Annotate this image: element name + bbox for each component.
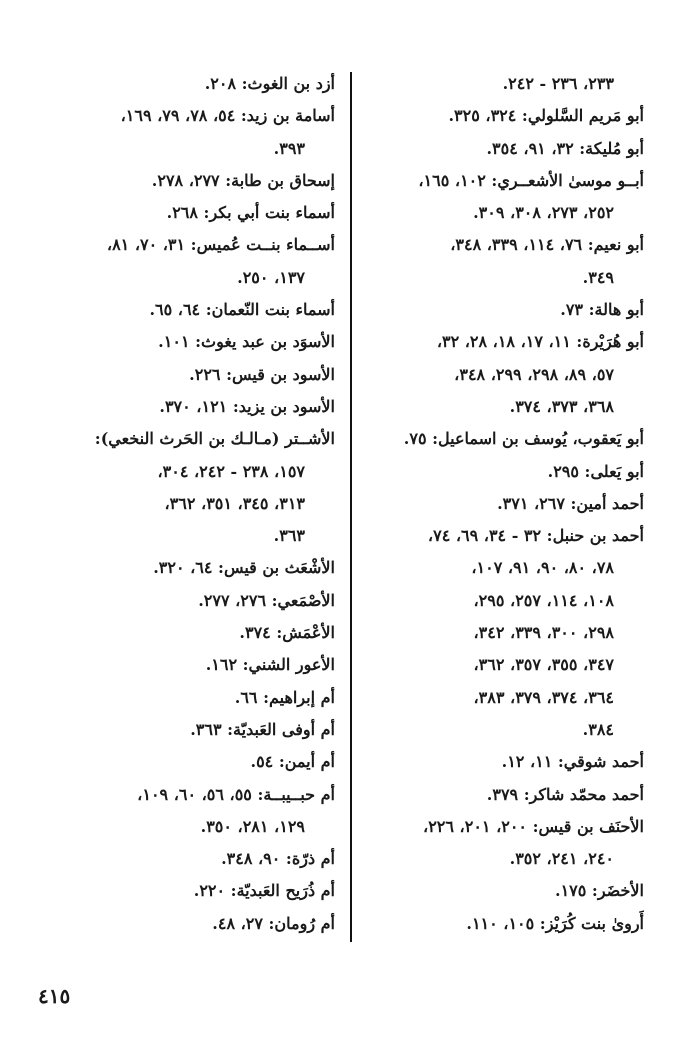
- index-continuation-line: ٣٤٧، ٣٥٥، ٣٥٧، ٣٦٢،: [473, 655, 614, 675]
- column-divider: [350, 72, 352, 942]
- index-entry: أبــو موسىٰ الأشعــري: ١٠٢، ١٦٥،: [418, 170, 644, 190]
- index-entry: أسماء بنت أبي بكر: ٢٦٨.: [166, 203, 335, 223]
- index-continuation-line: ٣٤٩.: [582, 267, 614, 287]
- index-entry: أحمد أمين: ٢٦٧، ٣٧١.: [497, 493, 644, 513]
- index-continuation-line: ٢٩٨، ٣٠٠، ٣٣٩، ٣٤٢،: [473, 623, 614, 643]
- index-entry: الأعْمَش: ٣٧٤.: [239, 623, 335, 643]
- index-continuation-line: ٥٧، ٨٩، ٢٩٨، ٢٩٩، ٣٤٨،: [454, 364, 614, 384]
- index-entry: أبو نعيم: ٧٦، ١١٤، ٣٣٩، ٣٤٨،: [450, 235, 644, 255]
- index-continuation-line: ١٠٨، ١١٤، ٢٥٧، ٢٩٥،: [473, 590, 614, 610]
- index-continuation-line: ١٢٩، ٢٨١، ٣٥٠.: [200, 816, 305, 836]
- index-entry: الأحنَف بن قيس: ٢٠٠، ٢٠١، ٢٢٦،: [423, 816, 644, 836]
- index-entry: أم ذرّة: ٩٠، ٣٤٨.: [221, 849, 335, 869]
- index-entry: أسماء بنت النّعمان: ٦٤، ٦٥.: [149, 300, 335, 320]
- index-column-left: [35, 68, 335, 940]
- index-entry: الأصْمَعي: ٢٧٦، ٢٧٧.: [198, 590, 335, 610]
- index-entry: أم أوفى العَبديّة: ٣٦٣.: [190, 719, 335, 739]
- index-continuation-line: ١٣٧، ٢٥٠.: [237, 267, 305, 287]
- index-entry: أبو هالة: ٧٣.: [560, 300, 644, 320]
- index-column-right: [356, 68, 644, 940]
- index-continuation-line: ٣٦٨، ٣٧٣، ٣٧٤.: [509, 396, 614, 416]
- index-continuation-line: ٢٥٢، ٢٧٣، ٣٠٨، ٣٠٩.: [473, 203, 614, 223]
- index-entry: أبو يَعلى: ٢٩٥.: [547, 461, 644, 481]
- index-continuation-line: ٣٩٣.: [273, 138, 305, 158]
- index-entry: أبو مُليكة: ٣٢، ٩١، ٣٥٤.: [486, 138, 644, 158]
- index-entry: أبو هُرَيْرة: ١١، ١٧، ١٨، ٢٨، ٣٢،: [436, 332, 644, 352]
- index-entry: الأسود بن يزيد: ١٢١، ٣٧٠.: [159, 396, 335, 416]
- index-entry: الأسوَد بن عبد يغوث: ١٠١.: [158, 332, 335, 352]
- index-entry: أم إبراهيم: ٦٦.: [234, 687, 335, 707]
- index-continuation-line: ٣٦٤، ٣٧٤، ٣٧٩، ٣٨٣،: [473, 687, 614, 707]
- index-entry: الأخضَر: ١٧٥.: [555, 881, 644, 901]
- index-entry: أحمد بن حنبل: ٣٢ - ٣٤، ٦٩، ٧٤،: [427, 526, 644, 546]
- index-continuation-line: ٣١٣، ٣٤٥، ٣٥١، ٣٦٢،: [164, 493, 305, 513]
- index-entry: أحمد شوقي: ١١، ١٢.: [501, 752, 644, 772]
- index-entry: أســماء بنــت عُميس: ٣١، ٧٠، ٨١،: [106, 235, 335, 255]
- index-continuation-line: ٣٨٤.: [582, 719, 614, 739]
- index-entry: الأعور الشني: ١٦٢.: [205, 655, 335, 675]
- index-continuation-line: ٢٤٠، ٢٤١، ٣٥٢.: [509, 849, 614, 869]
- page-number: ٤١٥: [38, 984, 71, 1008]
- index-entry: الأسود بن قيس: ٢٢٦.: [189, 364, 335, 384]
- index-entry: أبو مَريم السَّلولي: ٣٢٤، ٣٢٥.: [448, 106, 644, 126]
- index-continuation-line: ٢٣٣، ٢٣٦ - ٢٤٢.: [502, 74, 614, 93]
- index-entry: أسامة بن زيد: ٥٤، ٧٨، ٧٩، ١٦٩،: [120, 106, 335, 126]
- index-entry: أم رُومان: ٢٧، ٤٨.: [212, 913, 335, 933]
- index-entry: إسحاق بن طابة: ٢٧٧، ٢٧٨.: [151, 170, 335, 190]
- index-entry: الأشْعَث بن قيس: ٦٤، ٣٢٠.: [153, 558, 335, 578]
- index-continuation-line: ١٥٧، ٢٣٨ - ٢٤٢، ٣٠٤،: [157, 461, 305, 481]
- index-continuation-line: ٧٨، ٨٠، ٩٠، ٩١، ١٠٧،: [471, 558, 614, 578]
- index-continuation-line: ٣٦٣.: [273, 526, 305, 546]
- index-entry: الأشــتر (مـالـك بن الحَرث النخعي):: [94, 429, 335, 449]
- index-entry: أحمد محمّد شاكر: ٣٧٩.: [486, 784, 644, 804]
- index-entry: أزد بن الغوث: ٢٠٨.: [204, 74, 335, 93]
- index-entry: أم حبــيبــة: ٥٥، ٥٦، ٦٠، ١٠٩،: [137, 784, 335, 804]
- index-entry: أَروىٰ بنت كُرَيْز: ١٠٥، ١١٠.: [466, 913, 644, 933]
- index-entry: أم ذُرَيح العَبديّة: ٢٢٠.: [193, 881, 335, 901]
- index-entry: أم أيمن: ٥٤.: [250, 752, 335, 772]
- index-entry: أبو يَعقوب، يُوسف بن اسماعيل: ٧٥.: [403, 429, 644, 449]
